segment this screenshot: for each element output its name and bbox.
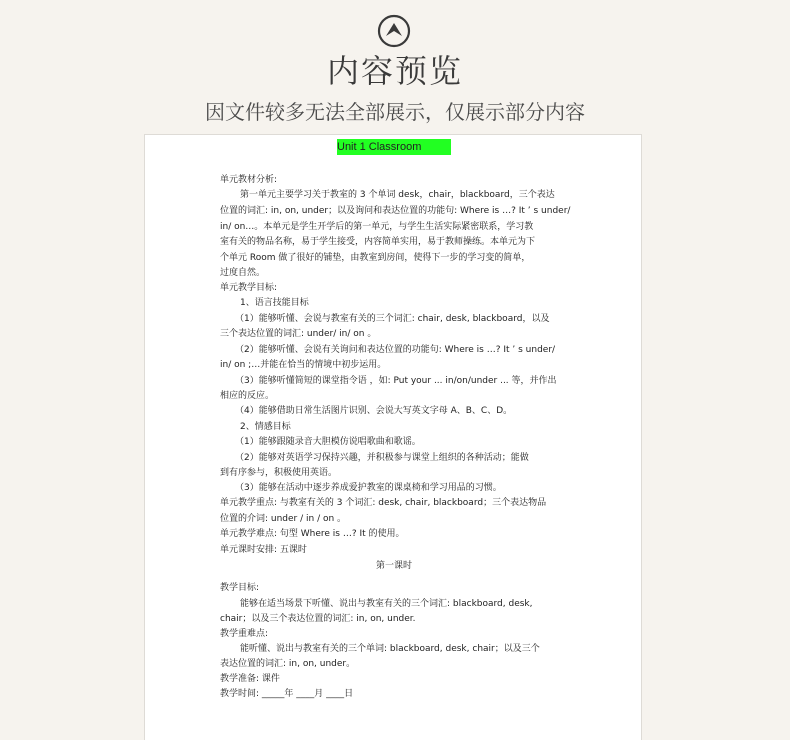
doc-line: 相应的反应。 [220, 391, 275, 401]
doc-line: （1）能够听懂、会说与教室有关的三个词汇: chair, desk, blackboard，以及 [235, 314, 550, 324]
doc-line: 单元教学重点: 与教室有关的 3 个词汇: desk, chair, blackboard；三个表达物品 [220, 498, 547, 508]
doc-line: 单元课时安排: 五课时 [220, 545, 307, 555]
doc-line: 表达位置的词汇: in, on, under。 [220, 659, 356, 669]
doc-line: 教学准备: 课件 [220, 674, 280, 684]
doc-line: 室有关的物品名称，易于学生接受，内容简单实用，易于教师操练。本单元为下 [220, 237, 536, 247]
doc-line: （2）能够对英语学习保持兴趣，并积极参与课堂上组织的各种活动；能做 [235, 453, 529, 463]
doc-line: （3）能够听懂简短的课堂指令语 ，如: Put your ... in/on/under ... 等，并作出 [235, 376, 557, 386]
doc-line: （3）能够在活动中逐步养成爱护教室的课桌椅和学习用品的习惯。 [235, 483, 502, 493]
doc-line: 能够在适当场景下听懂、说出与教室有关的三个词汇: blackboard, desk, [240, 599, 533, 609]
doc-line: （2）能够听懂、会说有关询问和表达位置的功能句: Where is …? It ’ s under/ [235, 345, 556, 355]
doc-line: 个单元 Room 做了很好的铺垫，由教室到房间，使得下一步的学习变的简单， [220, 253, 531, 263]
page-title: 内容预览 [326, 52, 463, 90]
doc-line: 过度自然。 [220, 268, 266, 278]
doc-line: 教学重难点: [220, 629, 269, 639]
document-preview[interactable] [144, 134, 642, 740]
doc-line: 单元教学难点: 句型 Where is …? It 的使用。 [220, 529, 405, 539]
doc-line: 1、语言技能目标 [240, 298, 309, 308]
page-subtitle: 因文件较多无法全部展示，仅展示部分内容 [205, 100, 585, 124]
doc-line: （4）能够借助日常生活图片识别、会说大写英文字母 A、B、C、D。 [235, 406, 513, 416]
doc-line: 位置的词汇: in, on, under；以及询问和表达位置的功能句: Where is …? It ’ s under/ [220, 206, 571, 216]
doc-line: 位置的介词: under / in / on 。 [220, 514, 347, 524]
doc-line: 三个表达位置的词汇: under/ in/ on 。 [220, 329, 377, 339]
doc-line: in/ on…。本单元是学生开学后的第一单元，与学生生活实际紧密联系，学习教 [220, 222, 534, 232]
doc-line: 单元教学目标: [220, 283, 278, 293]
chevron-up-circle-icon [377, 14, 411, 48]
document-title: Unit 1 Classroom [337, 139, 451, 155]
doc-line: （1）能够跟随录音大胆模仿说唱歌曲和歌谣。 [235, 437, 421, 447]
doc-line: 教学时间: _____年 ____月 ____日 [220, 689, 354, 699]
doc-line: 到有序参与，积极使用英语。 [220, 468, 338, 478]
lesson-heading: 第一课时 [375, 561, 412, 571]
doc-line: 能听懂、说出与教室有关的三个单词: blackboard, desk, chair；以及三个 [240, 644, 540, 654]
doc-line: 教学目标: [220, 583, 260, 593]
doc-line: 2、情感目标 [240, 422, 291, 432]
doc-line: in/ on ;…并能在恰当的情境中初步运用。 [220, 360, 387, 370]
doc-line: 单元教材分析: [220, 175, 278, 185]
doc-line: chair；以及三个表达位置的词汇: in, on, under. [220, 614, 416, 624]
doc-line: 第一单元主要学习关于教室的 3 个单词 desk，chair，blackboard，三个表达 [240, 190, 555, 200]
